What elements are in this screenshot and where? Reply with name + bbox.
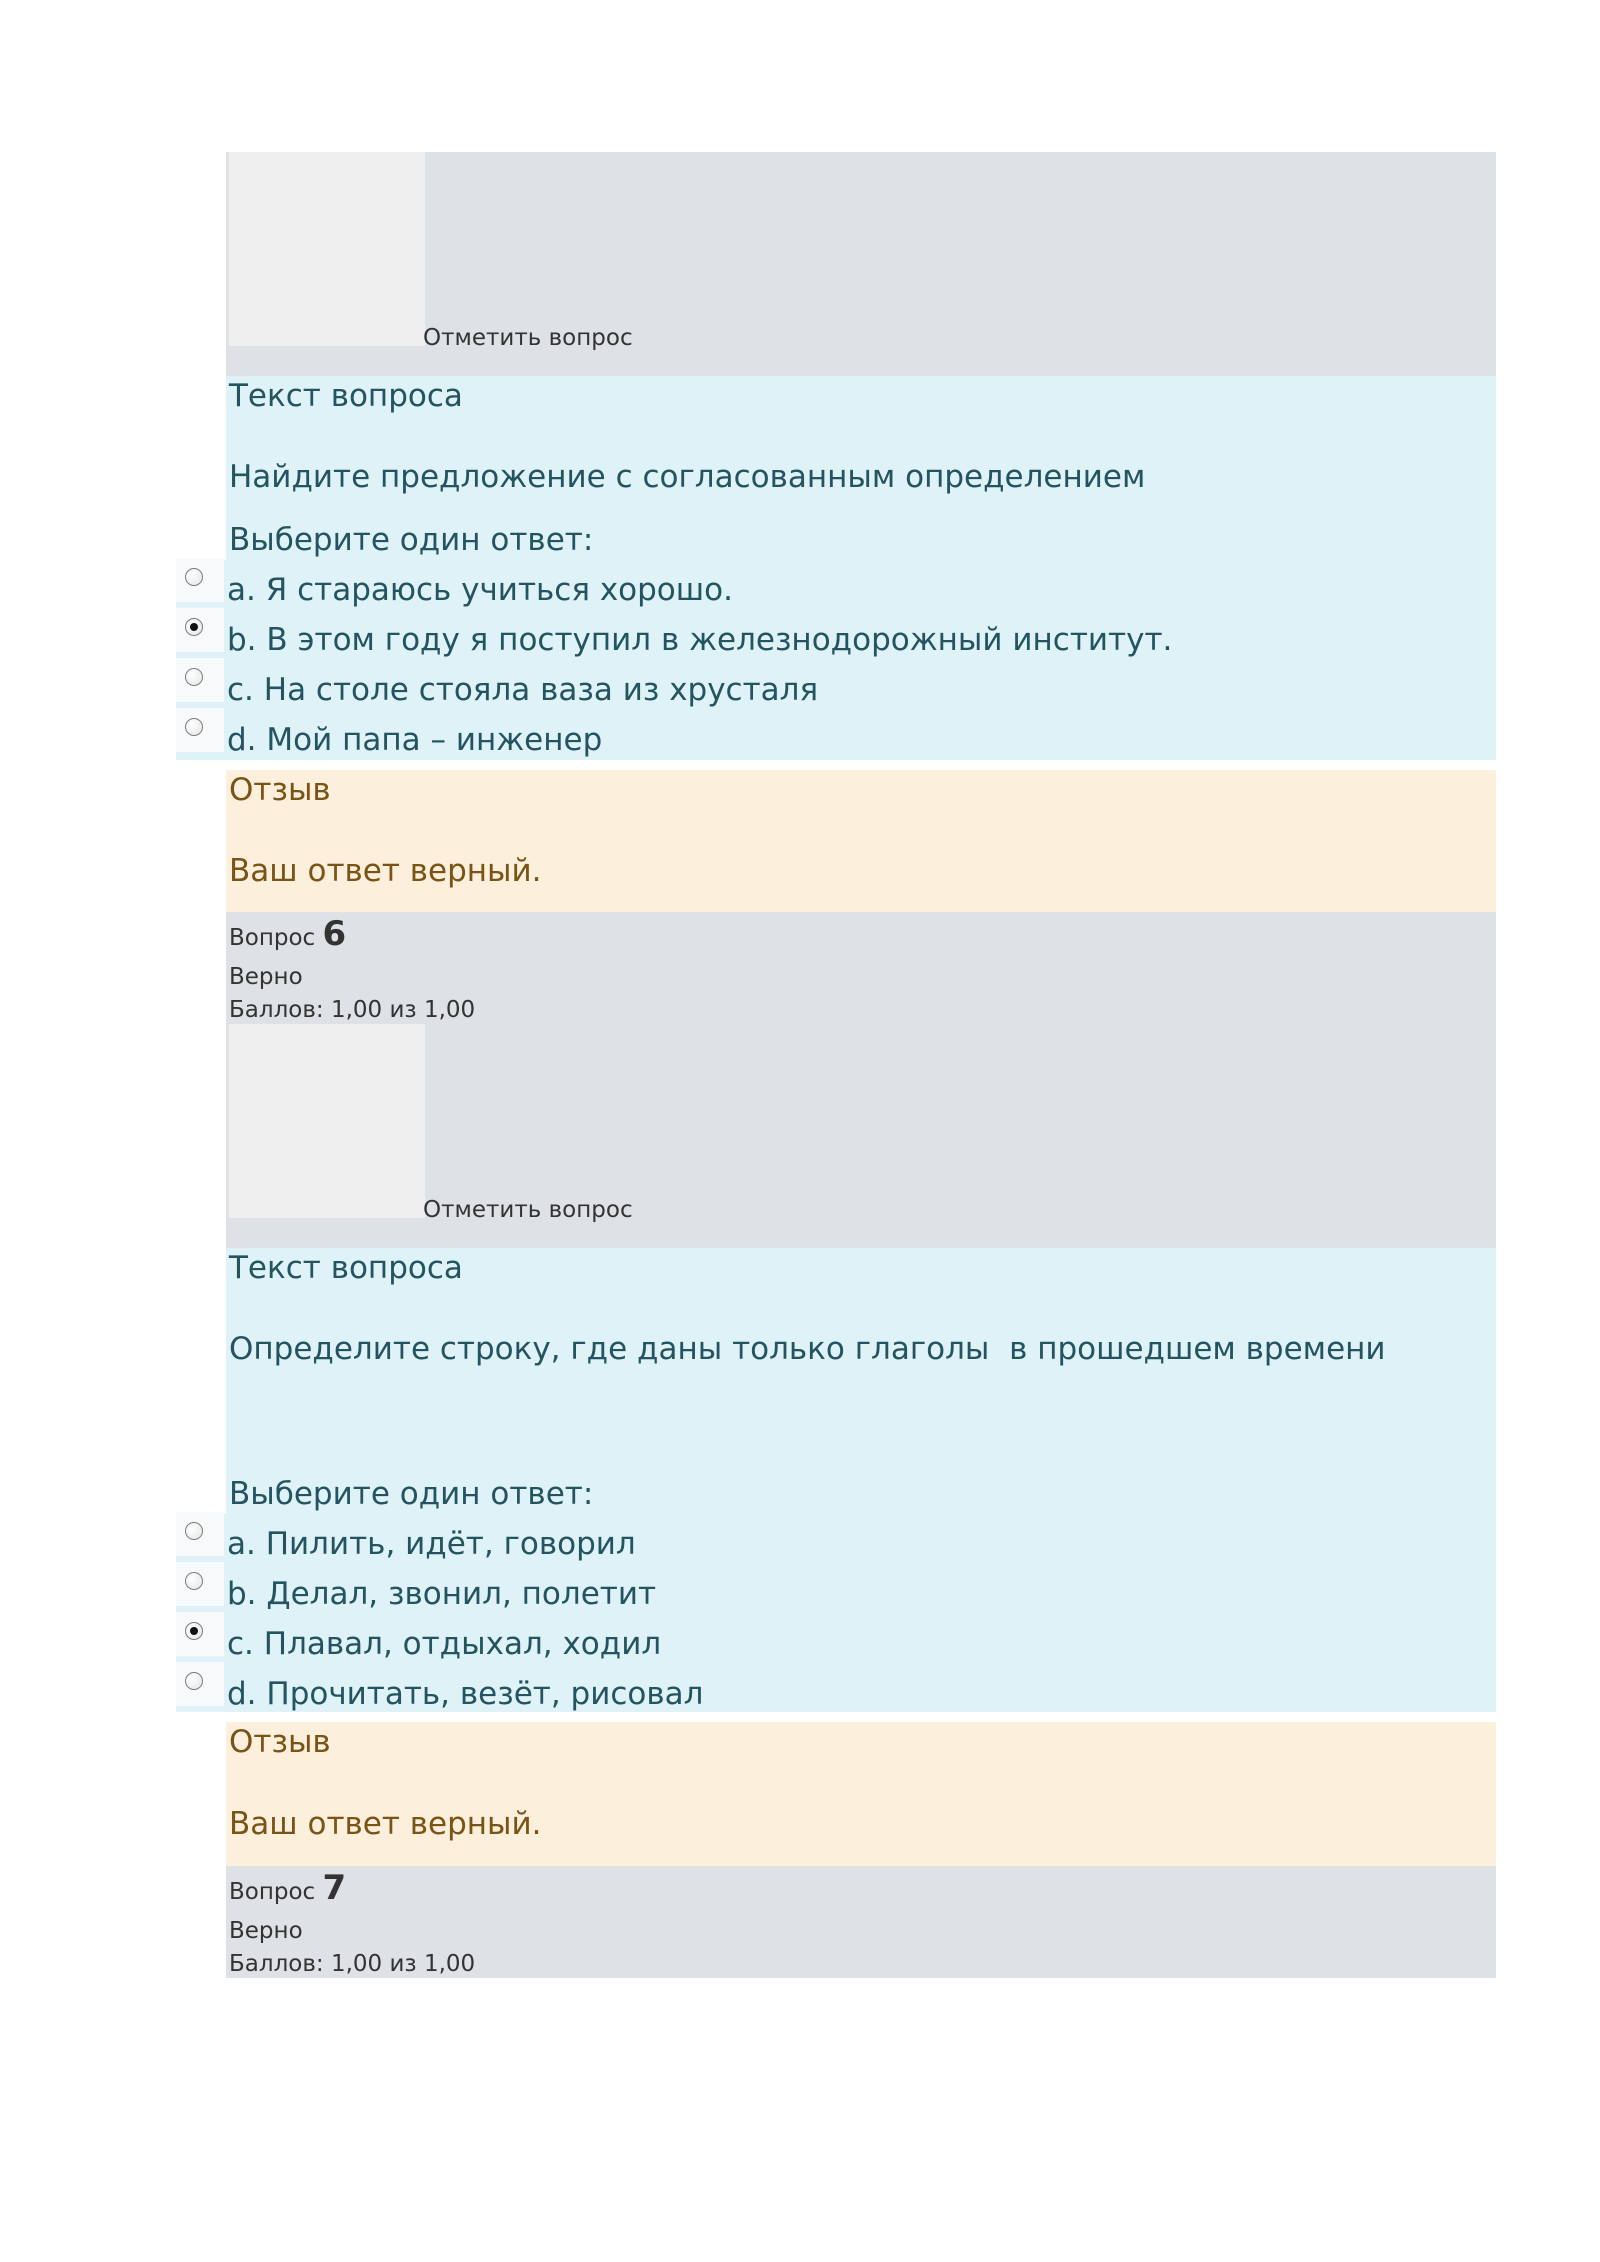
question-grade: Баллов: 1,00 из 1,00 [229,997,476,1023]
question-number [229,1868,347,1908]
flag-image-placeholder [229,1024,425,1218]
answer-b-radio[interactable] [185,618,203,636]
question-text: Определите строку, где даны только глаголы в прошедшем времени [229,1331,1386,1367]
answer-a-radio[interactable] [185,568,203,586]
answer-radio-cell [176,1662,224,1706]
flag-question-link[interactable]: Отметить вопрос [423,325,633,351]
answer-d-label[interactable]: d. Прочитать, везёт, рисовал [227,1676,704,1712]
question-text-heading: Текст вопроса [229,1250,463,1286]
answer-radio-cell [176,658,224,702]
answer-radio-cell [176,708,224,752]
answer-radio-cell [176,1562,224,1606]
answer-radio-cell [176,1612,224,1656]
question-label: Вопрос [229,925,316,951]
answer-c-label[interactable]: c. Плавал, отдыхал, ходил [227,1626,662,1662]
feedback-panel [226,1722,1496,1866]
question-label: Вопрос [229,1879,316,1905]
question-text: Найдите предложение с согласованным определением [229,459,1146,495]
question-number-value: 7 [322,1868,347,1908]
flag-question-link[interactable]: Отметить вопрос [423,1197,633,1223]
answer-d-label[interactable]: d. Мой папа – инженер [227,722,603,758]
question-number-value: 6 [322,914,347,954]
answer-b-label[interactable]: b. Делал, звонил, полетит [227,1576,657,1612]
answer-d-radio[interactable] [185,718,203,736]
feedback-heading: Отзыв [229,1724,331,1760]
answer-radio-cell [176,608,224,652]
answer-c-radio[interactable] [185,668,203,686]
answer-d-radio[interactable] [185,1672,203,1690]
question-state: Верно [229,1918,303,1944]
question-text-heading: Текст вопроса [229,378,463,414]
feedback-panel [226,770,1496,912]
answer-b-radio[interactable] [185,1572,203,1590]
answer-c-label[interactable]: c. На столе стояла ваза из хрусталя [227,672,819,708]
answer-b-label[interactable]: b. В этом году я поступил в железнодорожный институт. [227,622,1173,658]
answer-prompt: Выберите один ответ: [229,522,594,558]
feedback-text: Ваш ответ верный. [229,1806,542,1842]
answer-a-radio[interactable] [185,1522,203,1540]
feedback-heading: Отзыв [229,772,331,808]
answer-a-label[interactable]: a. Пилить, идёт, говорил [227,1526,636,1562]
question-grade: Баллов: 1,00 из 1,00 [229,1951,476,1977]
feedback-text: Ваш ответ верный. [229,853,542,889]
answer-prompt: Выберите один ответ: [229,1476,594,1512]
answer-a-label[interactable]: a. Я стараюсь учиться хорошо. [227,572,733,608]
answer-c-radio[interactable] [185,1622,203,1640]
answer-radio-cell [176,1512,224,1556]
question-number [229,914,347,954]
flag-image-placeholder [229,152,425,346]
question-state: Верно [229,964,303,990]
answer-radio-cell [176,558,224,602]
